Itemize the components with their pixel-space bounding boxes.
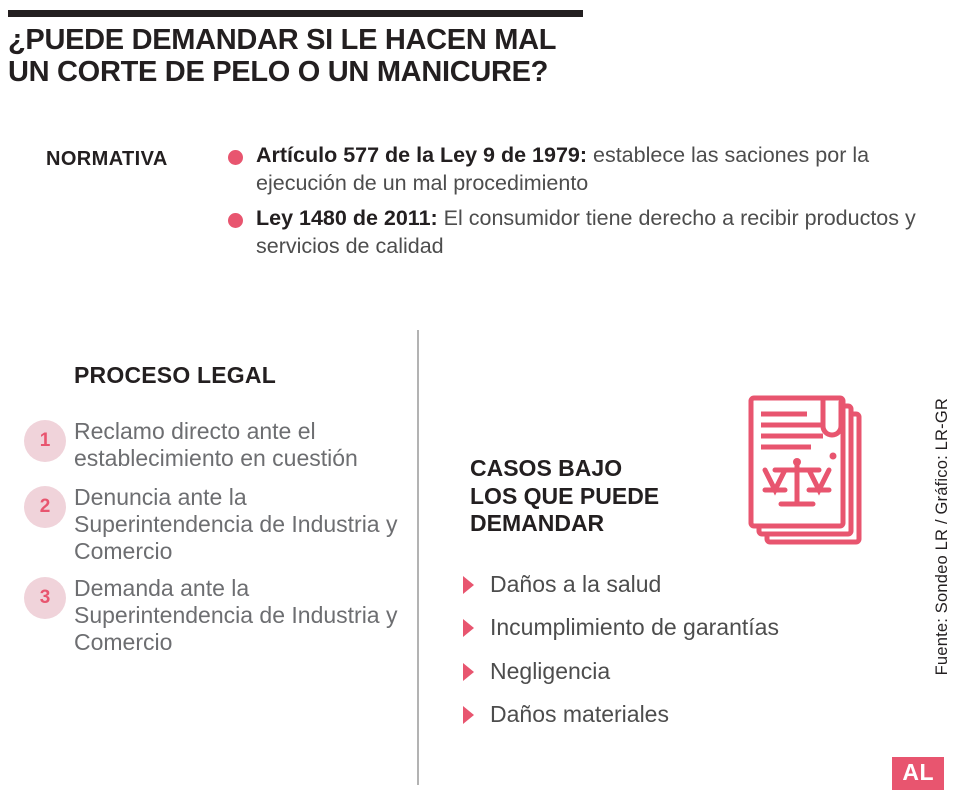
bullet-dot-icon xyxy=(228,213,243,228)
list-item xyxy=(463,572,893,597)
caso-text: Daños materiales xyxy=(490,700,669,727)
page-title-line1: ¿PUEDE DEMANDAR SI LE HACEN MAL xyxy=(8,24,557,56)
legal-documents-icon xyxy=(745,392,880,567)
casos-title-line1: CASOS BAJO xyxy=(470,455,623,481)
proceso-legal-title: PROCESO LEGAL xyxy=(74,362,276,388)
step-number-badge: 1 xyxy=(24,420,66,462)
triangle-bullet-icon xyxy=(463,663,474,681)
triangle-bullet-icon xyxy=(463,706,474,724)
list-item xyxy=(228,142,928,197)
list-item xyxy=(20,484,410,565)
casos-title-line3: DEMANDAR xyxy=(470,510,605,537)
list-item xyxy=(20,418,410,474)
triangle-bullet-icon xyxy=(463,576,474,594)
step-number-badge: 3 xyxy=(24,577,66,619)
caso-text: Negligencia xyxy=(490,657,611,684)
normativa-item-text: El consumidor tiene derecho a recibir productos y servicios de calidad xyxy=(256,206,916,258)
normativa-item-title: Ley 1480 de 2011: xyxy=(256,206,438,231)
caso-text: Incumplimiento de garantías xyxy=(490,614,779,641)
normativa-item-text: establece las saciones por la ejecución de un mal procedimiento xyxy=(256,143,870,195)
vertical-divider xyxy=(417,330,419,785)
brand-logo: AL xyxy=(892,757,944,790)
step-text: Denuncia ante la Superintendencia de Industria y Comercio xyxy=(74,484,398,564)
proceso-legal-steps xyxy=(20,418,410,665)
normativa-item-title: Artículo 577 de la Ley 9 de 1979: xyxy=(256,143,588,167)
list-item xyxy=(463,702,893,727)
caso-text: Daños a la salud xyxy=(490,571,662,597)
step-number-badge: 2 xyxy=(24,486,66,528)
step-text: Reclamo directo ante el establecimiento en cuestión xyxy=(74,418,358,471)
normativa-list xyxy=(228,142,928,268)
top-rule-divider xyxy=(8,10,583,17)
casos-title xyxy=(470,455,659,538)
page-title xyxy=(8,24,708,89)
page-title-line2: UN CORTE DE PELO O UN MANICURE? xyxy=(8,56,549,89)
step-text: Demanda ante la Superintendencia de Industria y Comercio xyxy=(74,574,398,655)
list-item xyxy=(228,205,928,260)
list-item xyxy=(463,615,893,640)
list-item xyxy=(463,659,893,684)
casos-list xyxy=(463,572,893,745)
normativa-label: NORMATIVA xyxy=(46,148,168,170)
list-item xyxy=(20,575,410,656)
triangle-bullet-icon xyxy=(463,619,474,637)
source-credit: Fuente: Sondeo LR / Gráfico: LR-GR xyxy=(933,398,951,676)
casos-title-line2: LOS QUE PUEDE xyxy=(470,482,660,509)
bullet-dot-icon xyxy=(228,150,243,165)
